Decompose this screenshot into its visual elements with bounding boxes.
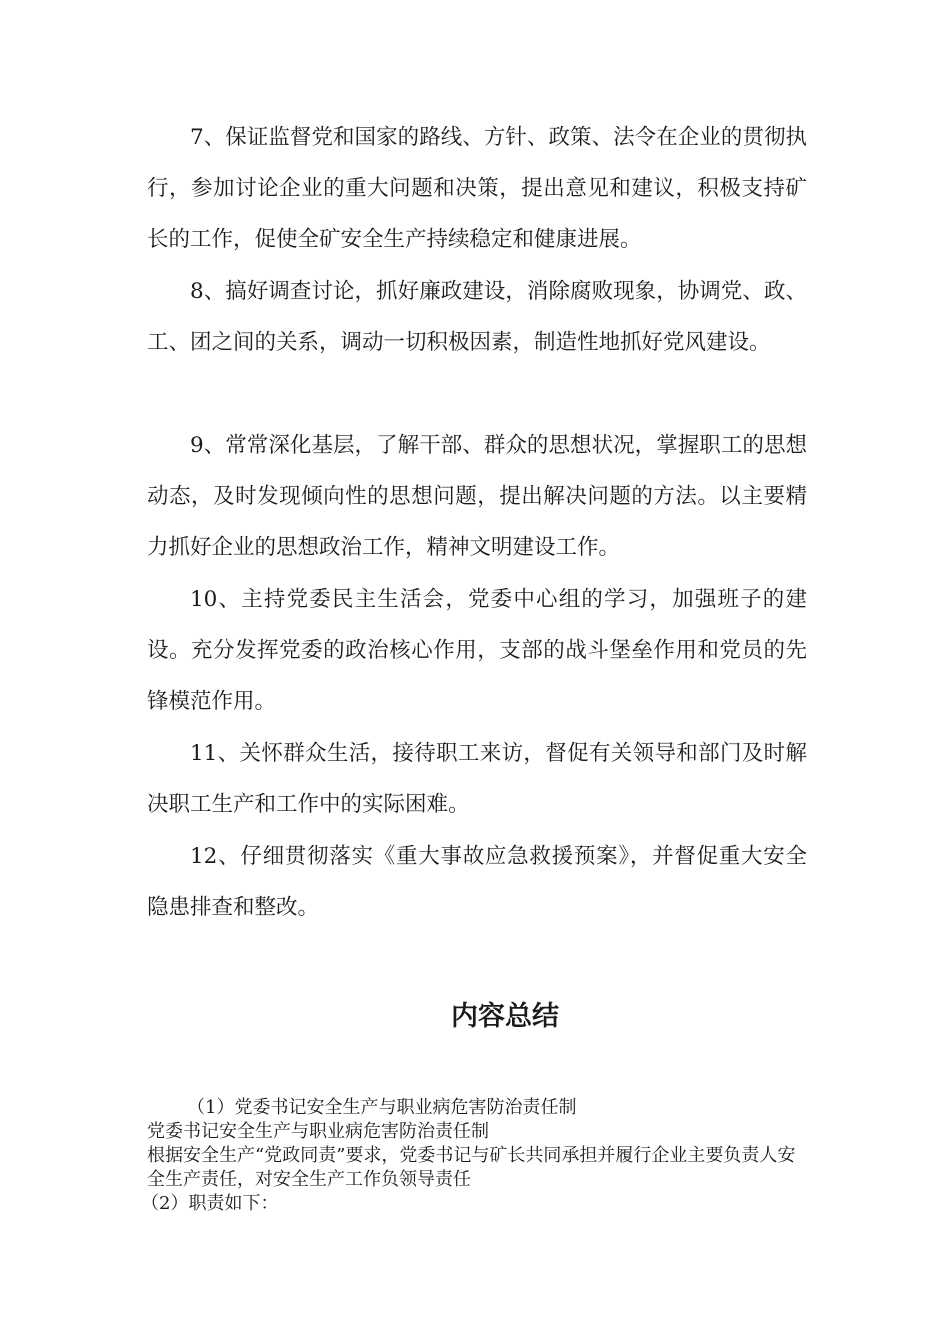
summary-line-1: （1）党委书记安全生产与职业病危害防治责任制 bbox=[187, 1097, 577, 1118]
paragraph-11: 11、关怀群众生活，接待职工来访，督促有关领导和部门及时解决职工生产和工作中的实际困难。 bbox=[147, 741, 807, 817]
paragraph-10: 10、主持党委民主生活会，党委中心组的学习，加强班子的建设。充分发挥党委的政治核心作用，支部的战斗堡垒作用和党员的先锋模范作用。 bbox=[147, 587, 807, 714]
summary-line-4: （2）职责如下： bbox=[141, 1193, 279, 1214]
summary-line-2: 党委书记安全生产与职业病危害防治责任制 bbox=[147, 1121, 489, 1142]
paragraph-7: 7、保证监督党和国家的路线、方针、政策、法令在企业的贯彻执行，参加讨论企业的重大问题和决策，提出意见和建议，积极支持矿长的工作，促使全矿安全生产持续稳定和健康进展。 bbox=[147, 125, 807, 252]
summary-title: 内容总结 bbox=[451, 1001, 559, 1032]
summary-block bbox=[141, 1096, 807, 1216]
summary-line-3: 根据安全生产“党政同责”要求，党委书记与矿长共同承担并履行企业主要负责人安全生产责任，对安全生产工作负领导责任 bbox=[147, 1145, 796, 1190]
paragraph-12: 12、仔细贯彻落实《重大事故应急救援预案》，并督促重大安全隐患排查和整改。 bbox=[147, 844, 807, 920]
paragraph-8: 8、搞好调查讨论，抓好廉政建设，消除腐败现象，协调党、政、工、团之间的关系，调动一切积极因素，制造性地抓好党风建设。 bbox=[147, 279, 807, 355]
paragraph-9: 9、常常深化基层，了解干部、群众的思想状况，掌握职工的思想动态，及时发现倾向性的思想问题，提出解决问题的方法。以主要精力抓好企业的思想政治工作，精神文明建设工作。 bbox=[147, 433, 807, 560]
